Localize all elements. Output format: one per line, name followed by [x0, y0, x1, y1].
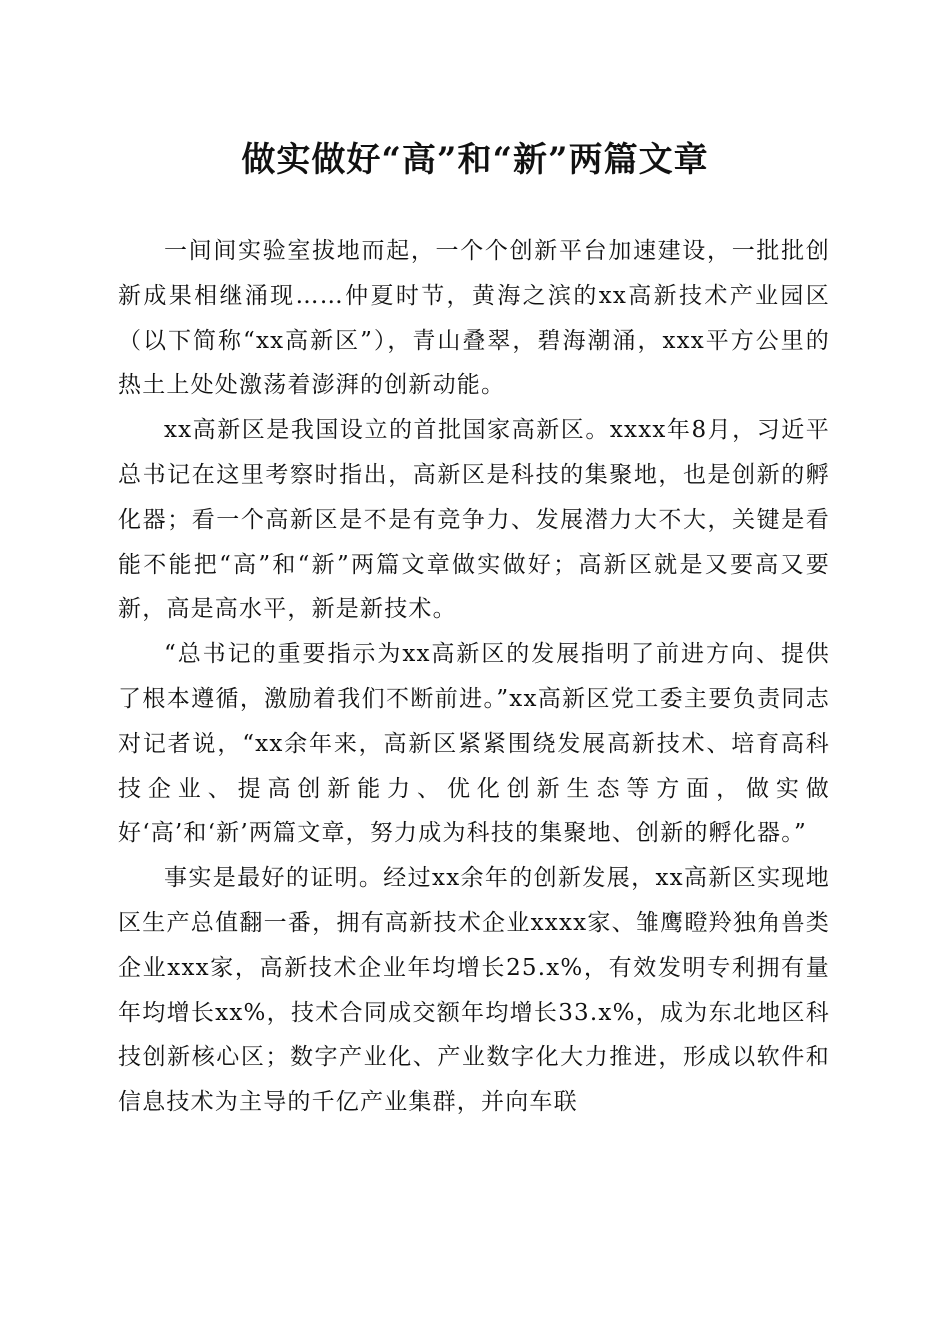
document-body	[118, 229, 830, 1125]
paragraph-2: xx高新区是我国设立的首批国家高新区。xxxx年8月，习近平总书记在这里考察时指出，高新区是科技的集聚地，也是创新的孵化器；看一个高新区是不是有竞争力、发展潜力大不大，关键是看能不能把“高”和“新”两篇文章做实做好；高新区就是又要高又要新，高是高水平，新是新技术。	[118, 417, 830, 623]
paragraph-4: 事实是最好的证明。经过xx余年的创新发展，xx高新区实现地区生产总值翻一番，拥有高新技术企业xxxx家、雏鹰瞪羚独角兽类企业xxx家，高新技术企业年均增长25.x%，有效发明专利拥有量年均增长xx%，技术合同成交额年均增长33.x%，成为东北地区科技创新核心区；数字产业化、产业数字化大力推进，形成以软件和信息技术为主导的千亿产业集群，并向车联	[118, 865, 830, 1116]
document-title: 做实做好“高”和“新”两篇文章	[241, 140, 709, 180]
paragraph-3: “总书记的重要指示为xx高新区的发展指明了前进方向、提供了根本遵循，激励着我们不断前进。”xx高新区党工委主要负责同志对记者说，“xx余年来，高新区紧紧围绕发展高新技术、培育高科技企业、提高创新能力、优化创新生态等方面，做实做好‘高’和‘新’两篇文章，努力成为科技的集聚地、创新的孵化器。”	[118, 641, 830, 847]
paragraph-1: 一间间实验室拔地而起，一个个创新平台加速建设，一批批创新成果相继涌现……仲夏时节，黄海之滨的xx高新技术产业园区（以下简称“xx高新区”），青山叠翠，碧海潮涌，xxx平方公里的热土上处处激荡着澎湃的创新动能。	[118, 238, 830, 399]
